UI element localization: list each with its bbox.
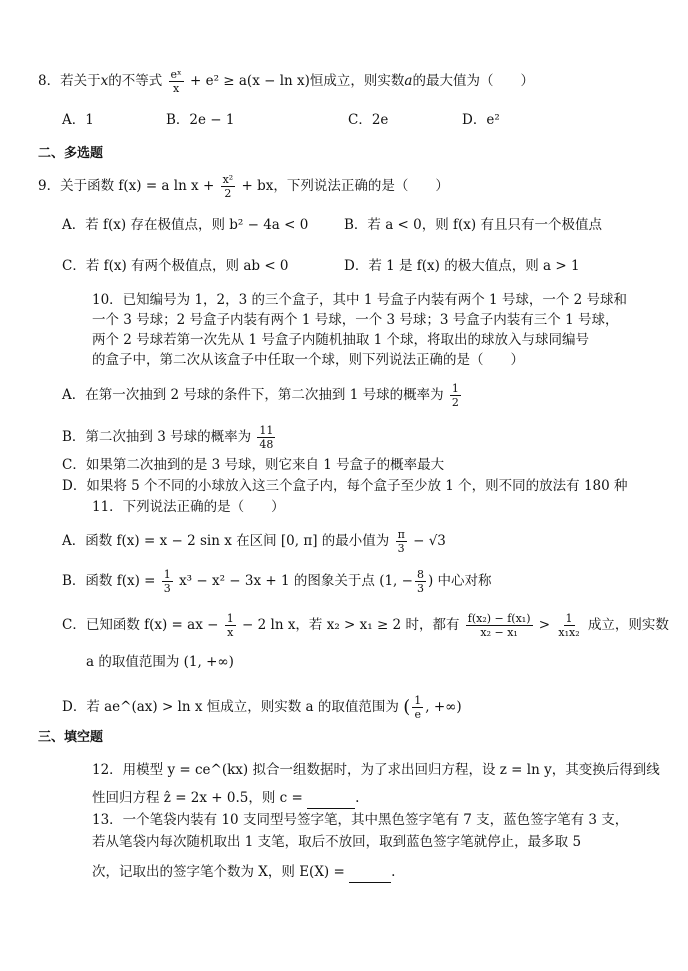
q10-option-d: D．如果将 5 个不同的小球放入这三个盒子内，每个盒子至少放 1 个，则不同的放法有 180 种 bbox=[62, 478, 628, 494]
q11-a-fraction: $\frac{\pi}{3}$ bbox=[397, 528, 405, 555]
q11-stem: 11．下列说法正确的是（ ） bbox=[92, 499, 285, 515]
q11-c-fraction-3: $\frac{1}{\text{x₁x₂}}$ bbox=[558, 612, 580, 639]
q9-fraction: $\frac{\text{x²}}{2}$ bbox=[222, 173, 234, 200]
q11-d-fraction: $\frac{1}{e}$ bbox=[414, 694, 422, 721]
q10-a-fraction: $\frac{1}{2}$ bbox=[451, 382, 459, 409]
q10-option-a: A．在第一次抽到 2 号球的条件下，第二次抽到 1 号球的概率为 $\frac{1}{2}$ bbox=[62, 382, 459, 409]
section-heading-multi-choice: 二、多选题 bbox=[38, 146, 104, 161]
q10-option-c: C．如果第二次抽到的是 3 号球，则它来自 1 号盒子的概率最大 bbox=[62, 457, 445, 473]
section-heading-fill-in: 三、填空题 bbox=[38, 730, 104, 745]
q10-stem-line-3: 两个 2 号球若第一次先从 1 号盒子内随机抽取 1 个球，将取出的球放入与球同编号 bbox=[92, 332, 590, 348]
q8-option-b: B．2e − 1 bbox=[166, 112, 235, 128]
q10-stem-line-4: 的盒子中，第二次从该盒子中任取一个球，则下列说法正确的是（ ） bbox=[92, 352, 524, 368]
q9-option-a: A．若 f(x) 存在极值点，则 b² − 4a < 0 bbox=[62, 217, 309, 233]
q9-option-b: B．若 a < 0，则 f(x) 有且只有一个极值点 bbox=[344, 217, 602, 233]
q8-option-d: D．e² bbox=[462, 112, 500, 128]
q12-line-2: 性回归方程 ẑ = 2x + 0.5，则 c = . bbox=[92, 788, 359, 809]
q11-c-fraction-2: $\frac{\text{f(x₂) − f(x₁)}}{\text{x₂ − x₁}}$ bbox=[467, 612, 531, 639]
q13-line-3: 次，记取出的签字笔个数为 X，则 E(X) = . bbox=[92, 862, 395, 883]
q10-stem-line-1: 10．已知编号为 1，2，3 的三个盒子，其中 1 号盒子内装有两个 1 号球，一个 2 号球和 bbox=[92, 292, 628, 308]
q8-option-c: C．2e bbox=[348, 112, 389, 128]
q9-option-c: C．若 f(x) 有两个极值点，则 ab < 0 bbox=[62, 258, 289, 274]
q11-option-d: D．若 ae^(ax) > ln x 恒成立，则实数 a 的取值范围为 ( $\frac{1}{e}$ , +∞) bbox=[62, 694, 462, 721]
q10-stem-line-2: 一个 3 号球；2 号盒子内装有两个 1 号球，一个 3 号球；3 号盒子内装有三个 1 号球， bbox=[92, 312, 619, 328]
q8-fraction: $\frac{\text{eˣ}}{x}$ bbox=[170, 68, 182, 95]
q13-answer-blank[interactable] bbox=[349, 862, 391, 883]
q8-stem: 8．若关于x的不等式 $\frac{\text{eˣ}}{x}$ + e² ≥ a(x − ln x)恒成立，则实数a的最大值为（ ） bbox=[38, 68, 534, 95]
q11-option-b: B．函数 f(x) = $\frac{1}{3}$ x³ − x² − 3x + 1 的图象关于点 (1, − $\frac{8}{3}$ ) 中心对称 bbox=[62, 568, 492, 595]
q11-option-a: A．函数 f(x) = x − 2 sin x 在区间 [0, π] 的最小值为 $\frac{\pi}{3}$ − √3 bbox=[62, 528, 446, 555]
q11-c-fraction-1: $\frac{1}{x}$ bbox=[226, 612, 234, 639]
q11-b-point-fraction: $\frac{8}{3}$ bbox=[416, 568, 424, 595]
q12-line-1: 12．用模型 y = ce^(kx) 拟合一组数据时，为了求出回归方程，设 z = ln y，其变换后得到线 bbox=[92, 762, 660, 778]
q11-option-c-line-2: a 的取值范围为 (1, +∞) bbox=[86, 654, 234, 670]
q8-option-a: A．1 bbox=[62, 112, 94, 128]
q9-stem: 9．关于函数 f(x) = a ln x + $\frac{\text{x²}}{2}$ + bx，下列说法正确的是（ ） bbox=[38, 173, 449, 200]
q10-b-fraction: $\frac{11}{48}$ bbox=[259, 424, 274, 451]
q11-option-c: C．已知函数 f(x) = ax − $\frac{1}{x}$ − 2 ln x，若 x₂ > x₁ ≥ 2 时，都有 $\frac{\text{f(x₂) − f(x₁)}}{\text{x₂ − x₁}}$ > $\frac{1}{\text{x₁x₂}}$ 成立，则实数 bbox=[62, 612, 669, 639]
q13-line-1: 13．一个笔袋内装有 10 支同型号签字笔，其中黑色签字笔有 7 支，蓝色签字笔有 3 支， bbox=[92, 812, 629, 828]
q10-option-b: B．第二次抽到 3 号球的概率为 $\frac{11}{48}$ bbox=[62, 424, 274, 451]
q13-line-2: 若从笔袋内每次随机取出 1 支笔，取后不放回，取到蓝色签字笔就停止，最多取 5 bbox=[92, 834, 582, 850]
q9-option-d: D．若 1 是 f(x) 的极大值点，则 a > 1 bbox=[344, 258, 580, 274]
q11-b-fraction: $\frac{1}{3}$ bbox=[163, 568, 171, 595]
q12-answer-blank[interactable] bbox=[307, 788, 355, 809]
